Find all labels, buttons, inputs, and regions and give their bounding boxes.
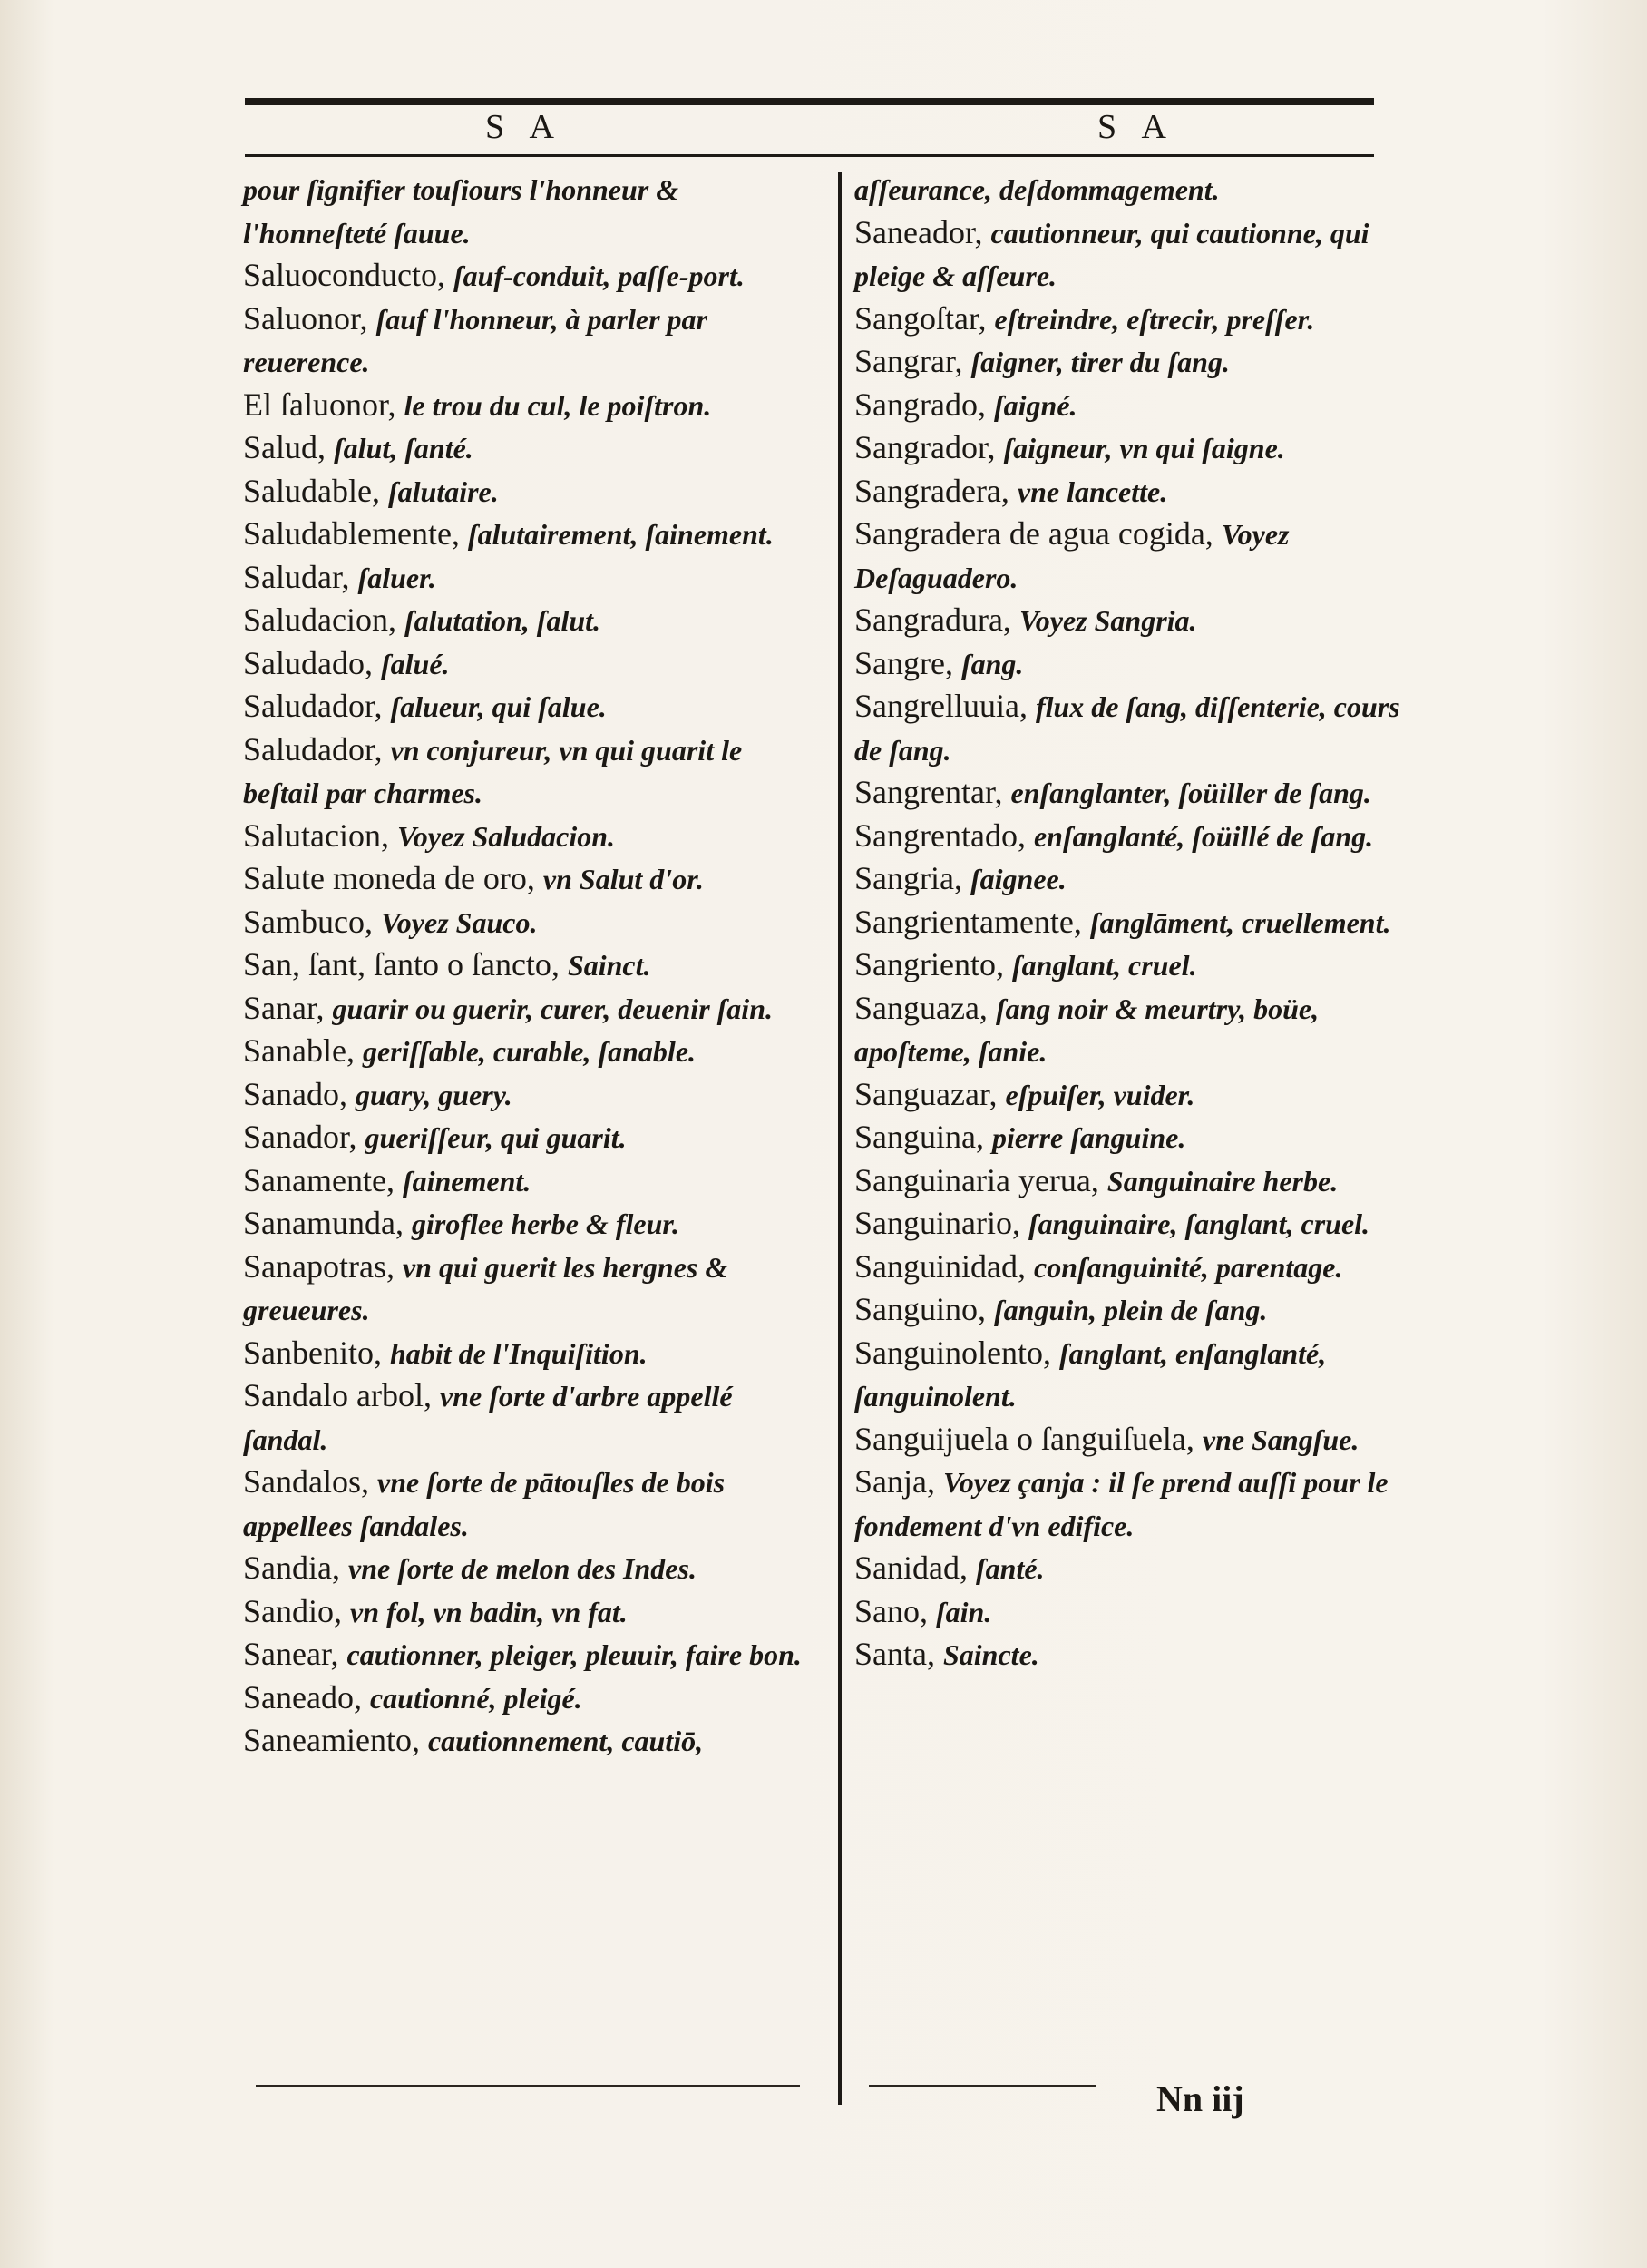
headword: Sanguinario, [854,1205,1020,1241]
headword: Sanbenito, [243,1334,382,1371]
french-definition: gueriſſeur, qui guarit. [365,1121,627,1154]
headword: Sanja, [854,1463,935,1500]
headword: Sanguijuela o ſanguiſuela, [854,1420,1194,1457]
french-definition: Saincte. [942,1638,1039,1671]
headword: Saluonor, [243,299,368,337]
dictionary-entry [854,771,1417,815]
french-definition: cautionner, pleiger, pleuuir, faire bon. [346,1638,802,1671]
french-definition: ſaignee. [970,863,1067,895]
dictionary-entry [243,1246,805,1332]
bottom-rule-left [256,2085,800,2087]
french-definition: cautionné, pleigé. [369,1681,582,1715]
dictionary-entry [243,298,805,384]
dictionary-entry [243,168,805,254]
french-definition: Voyez Deſaguadero. [854,518,1290,594]
headword: Saludador, [243,730,383,767]
dictionary-entry [243,685,805,728]
dictionary-entry [854,1202,1417,1246]
headword: Sanable, [243,1032,355,1069]
headword: El ſaluonor, [243,386,396,423]
dictionary-entry [854,1246,1417,1289]
dictionary-entry [854,426,1417,470]
french-definition: ſaigner, tirer du ſang. [970,346,1230,378]
dictionary-entry [243,1030,805,1073]
dictionary-entry [243,1461,805,1547]
headword: San, ſant, ſanto o ſancto, [243,946,560,982]
french-definition: cautionneur, qui cautionne, qui pleige & aſſeure. [854,216,1369,292]
dictionary-entry [243,1590,805,1634]
dictionary-entry [854,1547,1417,1590]
french-definition: pierre ſanguine. [991,1121,1186,1154]
dictionary-entry [854,857,1417,901]
dictionary-entry [854,298,1417,341]
french-definition: aſſeurance, deſdommagement. [854,173,1220,206]
headword: Sanguaza, [854,989,988,1026]
headword: Santa, [854,1636,935,1672]
french-definition: vn fol, vn badin, vn fat. [350,1595,628,1628]
dictionary-entry [854,642,1417,686]
dictionary-entry [854,599,1417,642]
dictionary-entry [854,943,1417,987]
dictionary-entry [854,1159,1417,1203]
right-column [854,168,1417,1677]
dictionary-entry [854,1590,1417,1634]
headword: Sanamunda, [243,1205,404,1241]
headword: Saludado, [243,644,373,681]
headword: Saneado, [243,1678,362,1716]
french-definition: ſang noir & meurtry, boüe, apoſteme, ſanie. [854,992,1320,1068]
headword: Sandalo arbol, [243,1377,432,1413]
headword: Sanguinidad, [854,1247,1026,1285]
dictionary-entry [854,1288,1417,1332]
dictionary-entry [243,556,805,600]
dictionary-entry [854,168,1417,211]
left-column [243,168,805,1763]
dictionary-entry [243,384,805,427]
dictionary-entry [243,1719,805,1763]
headword: Sangrador, [854,429,996,465]
dictionary-entry [243,901,805,944]
headword: Sanguinolento, [854,1334,1051,1371]
french-definition: ſalueur, qui ſalue. [390,690,607,723]
headword: Sangrentado, [854,816,1026,854]
headword: Sangre, [854,644,953,681]
french-definition: ſalut, ſanté. [334,432,473,464]
headword: Sanear, [243,1636,339,1672]
french-definition: vne lancette. [1017,474,1168,508]
dictionary-entry [243,728,805,815]
headword: Sanguazar, [854,1075,998,1112]
header-rule [245,154,1374,157]
headword: Saluoconducto, [243,257,445,293]
dictionary-entry [243,513,805,556]
headword: Sandalos, [243,1463,369,1500]
header-right: S A [1097,108,1175,146]
french-definition: ſanglāment, cruellement. [1089,905,1391,939]
headword: Sangrientamente, [854,903,1082,940]
headword: Sandio, [243,1592,343,1629]
french-definition: le trou du cul, le poiſtron. [404,388,712,422]
dictionary-entry [854,901,1417,944]
french-definition: ſanglant, cruel. [1011,949,1197,982]
french-definition: ſainement. [402,1164,531,1198]
headword: Sangrentar, [854,774,1003,810]
headword: Salute moneda de oro, [243,860,535,896]
headword: Sanador, [243,1119,357,1155]
french-definition: vn qui guerit les hergnes & greueures. [243,1250,728,1326]
headword: Sangradera, [854,472,1009,509]
french-definition: vn conjureur, vn qui guarit le beſtail par charmes. [243,733,743,809]
column-divider [838,172,842,2105]
dictionary-entry [243,1159,805,1203]
french-definition: vne ſorte de melon des Indes. [347,1552,697,1585]
french-definition: ſanguinaire, ſanglant, cruel. [1028,1207,1370,1240]
french-definition: eſtreindre, eſtrecir, preſſer. [994,302,1315,336]
french-definition: vne ſorte d'arbre appellé ſandal. [243,1380,733,1456]
headword: Saneamiento, [243,1722,420,1758]
headword: Sanado, [243,1075,347,1112]
dictionary-entry [243,426,805,470]
top-rule [245,98,1374,105]
headword: Sangrelluuia, [854,688,1028,724]
french-definition: pour ſignifier touſiours l'honneur & l'honneſteté ſauue. [243,173,679,249]
dictionary-entry [854,987,1417,1073]
french-definition: Sainct. [567,949,651,982]
french-definition: ſaigné. [993,388,1077,422]
dictionary-entry [243,815,805,858]
headword: Saludable, [243,472,380,509]
headword: Sangria, [854,860,962,896]
dictionary-entry [243,943,805,987]
dictionary-entry [854,384,1417,427]
french-definition: ſaluer. [357,561,436,594]
french-definition: ſang. [960,647,1024,680]
headword: Sambuco, [243,903,373,940]
french-definition: geriſſable, curable, ſanable. [362,1035,697,1068]
french-definition: Voyez çanja : il ſe prend auſſi pour le fondement d'vn edifice. [854,1466,1389,1542]
headword: Sanar, [243,989,325,1026]
dictionary-entry [854,340,1417,384]
dictionary-entry [854,815,1417,858]
headword: Sandia, [243,1549,340,1586]
dictionary-entry [243,1332,805,1375]
french-definition: giroflee herbe & fleur. [411,1207,680,1240]
headword: Saludablemente, [243,515,460,552]
french-definition: ſanguin, plein de ſang. [994,1294,1268,1326]
headword: Sangradera de agua cogida, [854,515,1213,552]
dictionary-entry [854,1116,1417,1159]
dictionary-entry [854,513,1417,599]
headword: Saludacion, [243,601,396,638]
french-definition: ſalutation, ſalut. [404,604,601,637]
french-definition: vn Salut d'or. [542,863,704,895]
french-definition: ſaigneur, vn qui ſaigne. [1003,432,1285,464]
headword: Sangrado, [854,386,986,423]
running-header [0,107,1647,152]
french-definition: habit de l'Inquiſition. [389,1336,648,1370]
french-definition: conſanguinité, parentage. [1033,1250,1343,1284]
headword: Sanamente, [243,1161,395,1198]
dictionary-entry [243,642,805,686]
dictionary-entry [243,1374,805,1461]
french-definition: guary, guery. [355,1078,512,1111]
dictionary-entry [854,1418,1417,1461]
french-definition: enſanglanter, ſoüiller de ſang. [1010,777,1371,809]
french-definition: enſanglanté, ſoüillé de ſang. [1033,819,1374,853]
french-definition: ſain. [936,1595,992,1628]
french-definition: Voyez Saludacion. [396,819,615,853]
french-definition: flux de ſang, diſſenterie, cours de ſang. [854,690,1400,767]
french-definition: cautionnement, cautiō, [427,1725,704,1757]
french-definition: ſalutairement, ſainement. [467,518,774,551]
dictionary-entry [854,1633,1417,1677]
dictionary-entry [854,470,1417,513]
french-definition: vne ſorte de pātouſles de bois appellees ſandales. [243,1466,726,1542]
dictionary-entry [243,1547,805,1590]
french-definition: ſalué. [380,647,450,680]
french-definition: ſauf l'honneur, à parler par reuerence. [243,302,707,378]
headword: Sanguino, [854,1291,987,1327]
dictionary-entry [243,1116,805,1159]
french-definition: ſauf-conduit, paſſe-port. [453,259,745,292]
dictionary-entry [243,599,805,642]
french-definition: ſalutaire. [387,474,499,508]
dictionary-entry [243,857,805,901]
french-definition: vne Sangſue. [1202,1422,1360,1456]
dictionary-entry [854,1073,1417,1117]
french-definition: Sanguinaire herbe. [1106,1164,1339,1198]
dictionary-entry [243,1202,805,1246]
headword: Salutacion, [243,816,389,854]
headword: Saneador, [854,213,983,250]
headword: Sangradura, [854,601,1011,638]
bottom-rule-right [869,2085,1096,2087]
dictionary-entry [854,211,1417,298]
headword: Sangrar, [854,343,963,379]
dictionary-entry [854,1332,1417,1418]
headword: Sanguinaria yerua, [854,1161,1099,1198]
dictionary-entry [854,685,1417,771]
dictionary-entry [243,254,805,298]
headword: Sangriento, [854,946,1004,982]
french-definition: ſanté. [975,1552,1045,1585]
dictionary-entry [243,1677,805,1720]
headword: Sanidad, [854,1549,968,1586]
headword: Saludar, [243,558,350,595]
dictionary-entry [243,1633,805,1677]
header-left: S A [485,108,563,146]
headword: Sano, [854,1592,928,1629]
dictionary-entry [243,1073,805,1117]
headword: Sangoſtar, [854,299,987,337]
headword: Saludador, [243,688,383,724]
french-definition: Voyez Sauco. [380,905,538,939]
french-definition: ſanglant, enſanglanté, ſanguinolent. [854,1336,1327,1413]
dictionary-entry [243,470,805,513]
french-definition: Voyez Sangria. [1018,604,1197,637]
headword: Salud, [243,429,326,465]
headword: Sanapotras, [243,1247,395,1285]
french-definition: eſpuiſer, vuider. [1005,1078,1195,1111]
headword: Sanguina, [854,1119,984,1155]
dictionary-entry [854,1461,1417,1547]
signature-mark: Nn iij [1156,2078,1244,2119]
dictionary-entry [243,987,805,1031]
french-definition: guarir ou guerir, curer, deuenir ſain. [332,992,773,1025]
